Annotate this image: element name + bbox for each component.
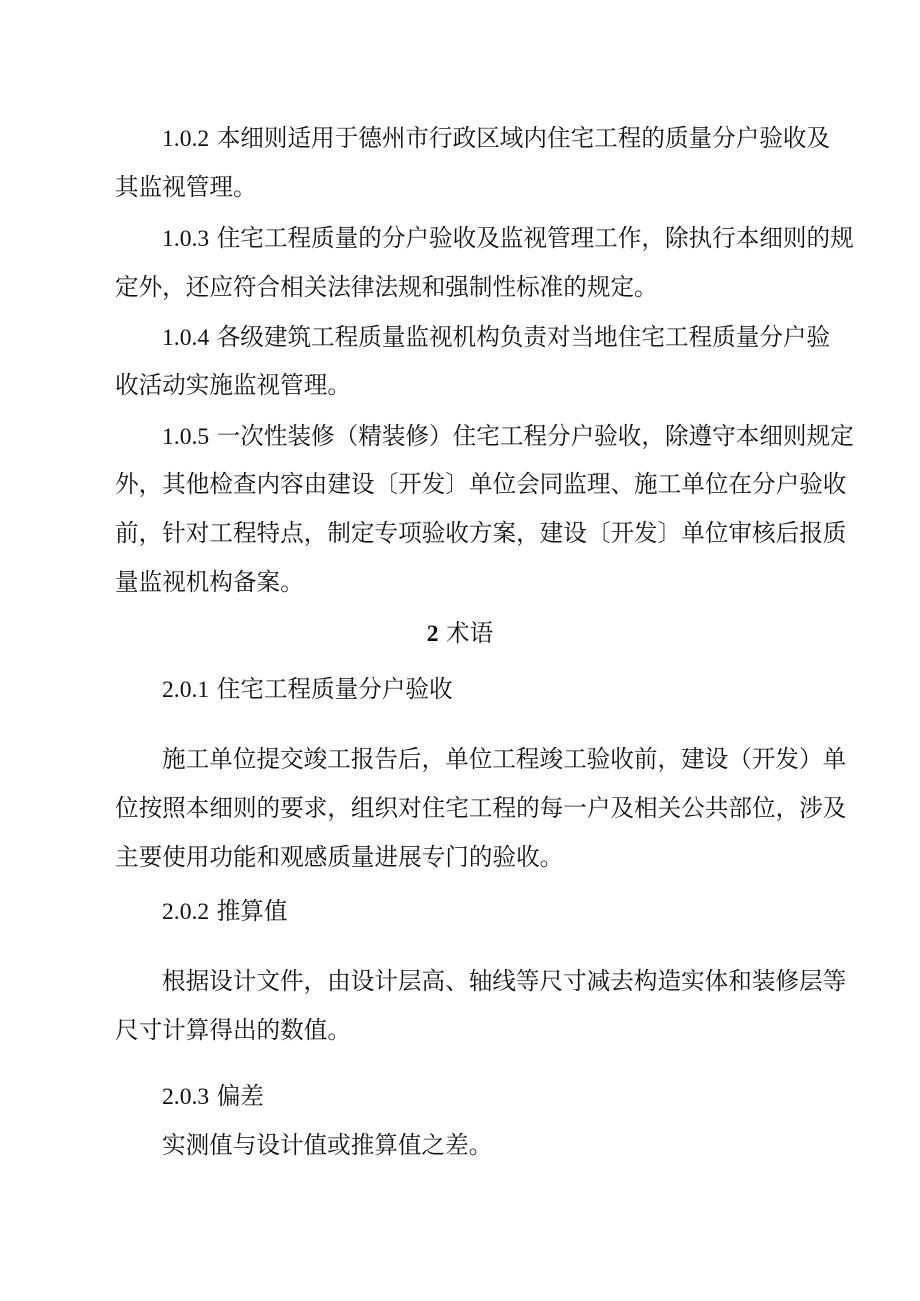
term-2-0-1-title <box>162 673 453 706</box>
term-number: 2.0.3 <box>162 1084 210 1110</box>
term-2-0-2-title <box>162 895 287 928</box>
clause-text: 一次性装修（精装修）住宅工程分户验收，除遵守本细则规定 <box>216 422 854 450</box>
term-2-0-2-line-2: 尺寸计算得出的数值。 <box>115 1016 351 1044</box>
term-2-0-3-title <box>162 1080 264 1113</box>
clause-text: 各级建筑工程质量监视机构负责对当地住宅工程质量分户验 <box>216 323 831 351</box>
clause-1-0-2-line-1 <box>162 122 830 155</box>
clause-1-0-2-line-2: 其监视管理。 <box>115 173 257 201</box>
clause-number: 1.0.3 <box>162 226 210 252</box>
term-title: 推算值 <box>216 897 288 925</box>
term-2-0-1-line-1: 施工单位提交竣工报告后，单位工程竣工验收前，建设（开发）单 <box>162 745 847 773</box>
term-title: 住宅工程质量分户验收 <box>216 675 453 703</box>
clause-1-0-3-line-1 <box>162 222 854 255</box>
term-2-0-1-line-3: 主要使用功能和观感质量进展专门的验收。 <box>115 843 564 871</box>
clause-1-0-5-line-4: 量监视机构备案。 <box>115 568 304 596</box>
clause-text: 住宅工程质量的分户验收及监视管理工作，除执行本细则的规 <box>216 224 854 252</box>
section-number: 2 <box>426 621 439 647</box>
clause-number: 1.0.2 <box>162 126 210 152</box>
section-heading <box>0 617 920 650</box>
section-title: 术语 <box>446 619 494 647</box>
clause-number: 1.0.5 <box>162 424 210 450</box>
clause-text: 本细则适用于德州市行政区域内住宅工程的质量分户验收及 <box>216 124 831 152</box>
term-number: 2.0.2 <box>162 899 210 925</box>
clause-1-0-4-line-2: 收活动实施监视管理。 <box>115 371 351 399</box>
term-title: 偏差 <box>216 1082 264 1110</box>
clause-1-0-4-line-1 <box>162 321 830 354</box>
clause-1-0-5-line-3: 前，针对工程特点，制定专项验收方案，建设〔开发〕单位审核后报质 <box>115 519 847 547</box>
clause-number: 1.0.4 <box>162 325 210 351</box>
clause-1-0-5-line-2: 外，其他检查内容由建设〔开发〕单位会同监理、施工单位在分户验收 <box>115 470 847 498</box>
term-2-0-1-line-2: 位按照本细则的要求，组织对住宅工程的每一户及相关公共部位，涉及 <box>115 794 847 822</box>
clause-1-0-3-line-2: 定外，还应符合相关法律法规和强制性标准的规定。 <box>115 273 658 301</box>
term-2-0-2-line-1: 根据设计文件，由设计层高、轴线等尺寸减去构造实体和装修层等 <box>162 967 847 995</box>
term-2-0-3-line-1: 实测值与设计值或推算值之差。 <box>162 1131 493 1159</box>
term-number: 2.0.1 <box>162 677 210 703</box>
clause-1-0-5-line-1 <box>162 420 854 453</box>
